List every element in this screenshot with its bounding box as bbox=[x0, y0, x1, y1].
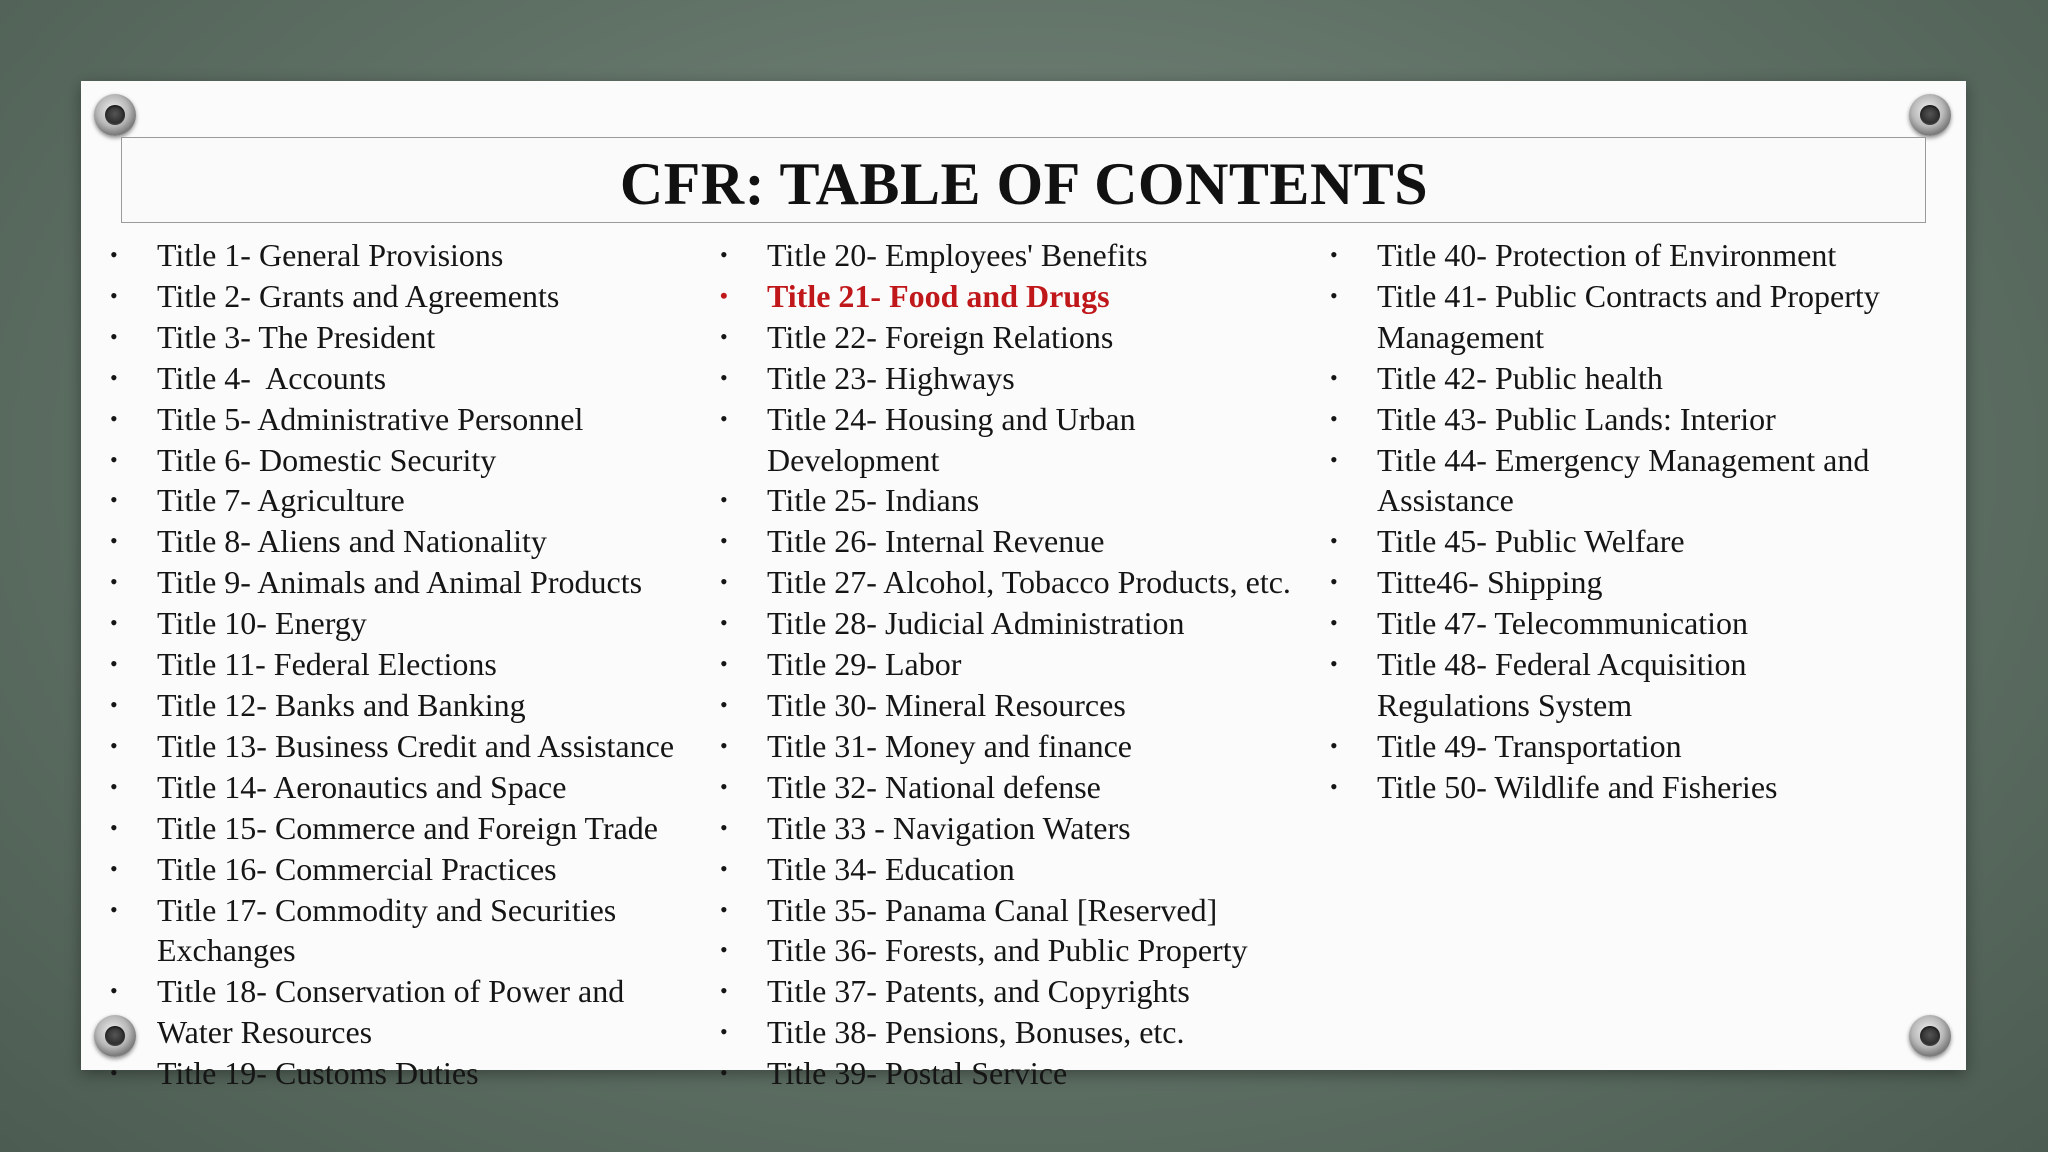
bullet-icon: • bbox=[720, 855, 728, 881]
bullet-icon: • bbox=[110, 855, 118, 881]
bullet-icon: • bbox=[720, 896, 728, 922]
toc-item-label: Title 8- Aliens and Nationality bbox=[157, 523, 547, 560]
toc-item bbox=[1326, 521, 1880, 562]
toc-item bbox=[716, 726, 1291, 767]
bullet-icon: • bbox=[720, 528, 728, 554]
bullet-icon: • bbox=[110, 732, 118, 758]
toc-item-label: Title 1- General Provisions bbox=[157, 237, 504, 273]
bullet-icon: • bbox=[1330, 610, 1338, 636]
bullet-icon: • bbox=[110, 773, 118, 799]
toc-item bbox=[716, 767, 1291, 808]
toc-item bbox=[1326, 603, 1880, 644]
toc-item bbox=[106, 276, 674, 317]
toc-item-continuation bbox=[1326, 685, 1880, 726]
toc-item bbox=[106, 971, 674, 1012]
toc-item-label: Title 42- Public health bbox=[1377, 359, 1663, 396]
toc-item bbox=[106, 1053, 674, 1094]
toc-column-3 bbox=[1326, 235, 1880, 808]
bullet-icon: • bbox=[1330, 732, 1338, 758]
toc-item bbox=[106, 440, 674, 481]
bullet-icon: • bbox=[1330, 569, 1338, 595]
toc-item-label: Title 28- Judicial Administration bbox=[767, 605, 1185, 642]
toc-item-label: Title 22- Foreign Relations bbox=[767, 318, 1114, 355]
bullet-icon: • bbox=[110, 446, 118, 472]
bullet-icon: • bbox=[1330, 446, 1338, 472]
toc-item bbox=[1326, 726, 1880, 767]
toc-item-label: Title 12- Banks and Banking bbox=[157, 686, 526, 723]
toc-item bbox=[716, 276, 1291, 317]
toc-item bbox=[106, 849, 674, 890]
bullet-icon: • bbox=[720, 569, 728, 595]
bullet-icon: • bbox=[720, 282, 728, 308]
toc-item bbox=[1326, 562, 1880, 603]
bullet-icon: • bbox=[720, 937, 728, 963]
toc-item-label: Title 40- Protection of Environment bbox=[1377, 237, 1837, 273]
bullet-icon bbox=[106, 930, 157, 971]
toc-item bbox=[716, 849, 1291, 890]
toc-item bbox=[1326, 767, 1880, 808]
toc-item-label: Title 19- Customs Duties bbox=[157, 1055, 479, 1092]
bullet-icon: • bbox=[720, 242, 728, 267]
toc-item bbox=[716, 930, 1291, 971]
toc-item-label: Title 38- Pensions, Bonuses, etc. bbox=[767, 1014, 1185, 1051]
toc-item-label: Title 36- Forests, and Public Property bbox=[767, 932, 1248, 969]
toc-item-label: Title 18- Conservation of Power and bbox=[157, 973, 625, 1010]
toc-column-2 bbox=[716, 235, 1291, 1094]
toc-item bbox=[1326, 399, 1880, 440]
bullet-icon: • bbox=[720, 1019, 728, 1045]
bullet-icon: • bbox=[110, 651, 118, 677]
bullet-icon bbox=[106, 1012, 157, 1053]
bullet-icon: • bbox=[110, 610, 118, 636]
toc-item bbox=[716, 890, 1291, 931]
toc-item-label: Water Resources bbox=[157, 1014, 373, 1051]
toc-item-label: Title 6- Domestic Security bbox=[157, 441, 497, 478]
toc-item-label: Title 9- Animals and Animal Products bbox=[157, 564, 643, 601]
bullet-icon: • bbox=[720, 323, 728, 349]
toc-item-label: Title 50- Wildlife and Fisheries bbox=[1377, 768, 1778, 805]
bullet-icon: • bbox=[1330, 282, 1338, 308]
toc-item bbox=[106, 317, 674, 358]
toc-item bbox=[1326, 276, 1880, 317]
screw-icon bbox=[94, 94, 136, 136]
toc-item bbox=[1326, 440, 1880, 481]
screw-icon bbox=[1909, 1015, 1951, 1057]
toc-item bbox=[106, 399, 674, 440]
toc-item-label: Title 4- Accounts bbox=[157, 359, 387, 396]
toc-item-continuation bbox=[106, 1012, 674, 1053]
bullet-icon: • bbox=[110, 405, 118, 431]
toc-item-label: Regulations System bbox=[1377, 686, 1633, 723]
bullet-icon bbox=[1326, 317, 1377, 358]
toc-item bbox=[106, 644, 674, 685]
toc-item bbox=[106, 358, 674, 399]
toc-item-label: Title 43- Public Lands: Interior bbox=[1377, 400, 1776, 437]
toc-item bbox=[106, 726, 674, 767]
bullet-icon: • bbox=[110, 364, 118, 390]
bullet-icon: • bbox=[110, 282, 118, 308]
bullet-icon bbox=[716, 440, 767, 481]
toc-item-label: Title 24- Housing and Urban bbox=[767, 400, 1136, 437]
toc-item bbox=[716, 685, 1291, 726]
toc-item-label: Titte46- Shipping bbox=[1377, 564, 1603, 601]
toc-item bbox=[716, 1012, 1291, 1053]
toc-item-label: Title 29- Labor bbox=[767, 646, 962, 683]
bullet-icon: • bbox=[110, 691, 118, 717]
toc-item-label: Title 47- Telecommunication bbox=[1377, 605, 1749, 642]
screw-icon bbox=[1909, 94, 1951, 136]
toc-item bbox=[716, 808, 1291, 849]
toc-item bbox=[106, 890, 674, 931]
toc-item-label: Title 2- Grants and Agreements bbox=[157, 277, 560, 314]
toc-item bbox=[716, 971, 1291, 1012]
bullet-icon: • bbox=[110, 814, 118, 840]
bullet-icon: • bbox=[720, 814, 728, 840]
toc-item bbox=[1326, 235, 1880, 276]
bullet-icon: • bbox=[110, 323, 118, 349]
toc-item-label: Title 23- Highways bbox=[767, 359, 1015, 396]
bullet-icon: • bbox=[1330, 773, 1338, 799]
bullet-icon: • bbox=[720, 651, 728, 677]
bullet-icon: • bbox=[110, 242, 118, 267]
bullet-icon: • bbox=[720, 364, 728, 390]
toc-item bbox=[106, 521, 674, 562]
toc-item-label: Title 11- Federal Elections bbox=[157, 646, 497, 683]
toc-item-label: Title 15- Commerce and Foreign Trade bbox=[157, 809, 658, 846]
toc-item-label: Development bbox=[767, 441, 940, 478]
toc-item-label: Title 32- National defense bbox=[767, 768, 1101, 805]
toc-item bbox=[106, 235, 674, 276]
bullet-icon: • bbox=[720, 691, 728, 717]
toc-item-label: Title 20- Employees' Benefits bbox=[767, 237, 1148, 273]
toc-item-label: Title 25- Indians bbox=[767, 482, 980, 519]
toc-item-label: Assistance bbox=[1377, 482, 1514, 519]
toc-item bbox=[716, 644, 1291, 685]
toc-item-label: Title 34- Education bbox=[767, 850, 1015, 887]
toc-column-1 bbox=[106, 235, 674, 1094]
toc-item-label: Title 39- Postal Service bbox=[767, 1055, 1068, 1092]
bullet-icon: • bbox=[1330, 364, 1338, 390]
toc-item-label: Title 30- Mineral Resources bbox=[767, 686, 1126, 723]
bullet-icon: • bbox=[1330, 528, 1338, 554]
toc-item-label: Title 21- Food and Drugs bbox=[767, 277, 1110, 314]
toc-item-label: Title 7- Agriculture bbox=[157, 482, 405, 519]
toc-item bbox=[716, 603, 1291, 644]
toc-item bbox=[1326, 358, 1880, 399]
toc-item-label: Title 16- Commercial Practices bbox=[157, 850, 557, 887]
bullet-icon: • bbox=[110, 528, 118, 554]
bullet-icon: • bbox=[110, 1060, 118, 1086]
bullet-icon: • bbox=[720, 487, 728, 513]
bullet-icon: • bbox=[110, 896, 118, 922]
toc-item-label: Title 45- Public Welfare bbox=[1377, 523, 1685, 560]
toc-item-label: Exchanges bbox=[157, 932, 296, 969]
toc-item-label: Title 49- Transportation bbox=[1377, 727, 1682, 764]
toc-item bbox=[106, 480, 674, 521]
toc-item bbox=[716, 1053, 1291, 1094]
toc-item-label: Title 44- Emergency Management and bbox=[1377, 441, 1870, 478]
toc-item-label: Title 37- Patents, and Copyrights bbox=[767, 973, 1190, 1010]
bullet-icon: • bbox=[110, 487, 118, 513]
toc-item-label: Title 33 - Navigation Waters bbox=[767, 809, 1131, 846]
page-title: CFR: TABLE OF CONTENTS bbox=[619, 151, 1429, 217]
toc-item-label: Title 10- Energy bbox=[157, 605, 367, 642]
bullet-icon bbox=[1326, 685, 1377, 726]
bullet-icon: • bbox=[720, 405, 728, 431]
toc-item-label: Title 41- Public Contracts and Property bbox=[1377, 277, 1880, 314]
toc-item bbox=[716, 399, 1291, 440]
toc-item bbox=[106, 767, 674, 808]
toc-item-label: Title 14- Aeronautics and Space bbox=[157, 768, 567, 805]
bullet-icon: • bbox=[720, 610, 728, 636]
toc-item-label: Title 26- Internal Revenue bbox=[767, 523, 1105, 560]
toc-item bbox=[716, 562, 1291, 603]
bullet-icon: • bbox=[110, 978, 118, 1004]
toc-item bbox=[1326, 644, 1880, 685]
toc-item bbox=[106, 603, 674, 644]
toc-item-label: Title 48- Federal Acquisition bbox=[1377, 646, 1747, 683]
bullet-icon: • bbox=[720, 1060, 728, 1086]
toc-item bbox=[716, 358, 1291, 399]
toc-item bbox=[716, 235, 1291, 276]
toc-item bbox=[106, 685, 674, 726]
bullet-icon: • bbox=[1330, 405, 1338, 431]
bullet-icon: • bbox=[720, 732, 728, 758]
toc-item-label: Management bbox=[1377, 318, 1545, 355]
bullet-icon bbox=[1326, 480, 1377, 521]
toc-item-continuation bbox=[1326, 317, 1880, 358]
toc-item-continuation bbox=[716, 440, 1291, 481]
toc-item-label: Title 35- Panama Canal [Reserved] bbox=[767, 891, 1218, 928]
bullet-icon: • bbox=[720, 773, 728, 799]
toc-item bbox=[716, 317, 1291, 358]
toc-item-label: Title 17- Commodity and Securities bbox=[157, 891, 617, 928]
toc-item bbox=[716, 521, 1291, 562]
toc-item-label: Title 27- Alcohol, Tobacco Products, etc. bbox=[767, 564, 1291, 601]
toc-item-label: Title 3- The President bbox=[157, 318, 436, 355]
toc-item-continuation bbox=[106, 930, 674, 971]
toc-item-continuation bbox=[1326, 480, 1880, 521]
bullet-icon: • bbox=[1330, 242, 1338, 267]
bullet-icon: • bbox=[1330, 651, 1338, 677]
toc-item-label: Title 13- Business Credit and Assistance bbox=[157, 727, 675, 764]
toc-item bbox=[106, 808, 674, 849]
toc-item-label: Title 31- Money and finance bbox=[767, 727, 1132, 764]
toc-item-label: Title 5- Administrative Personnel bbox=[157, 400, 584, 437]
bullet-icon: • bbox=[110, 569, 118, 595]
toc-item bbox=[106, 562, 674, 603]
bullet-icon: • bbox=[720, 978, 728, 1004]
toc-item bbox=[716, 480, 1291, 521]
